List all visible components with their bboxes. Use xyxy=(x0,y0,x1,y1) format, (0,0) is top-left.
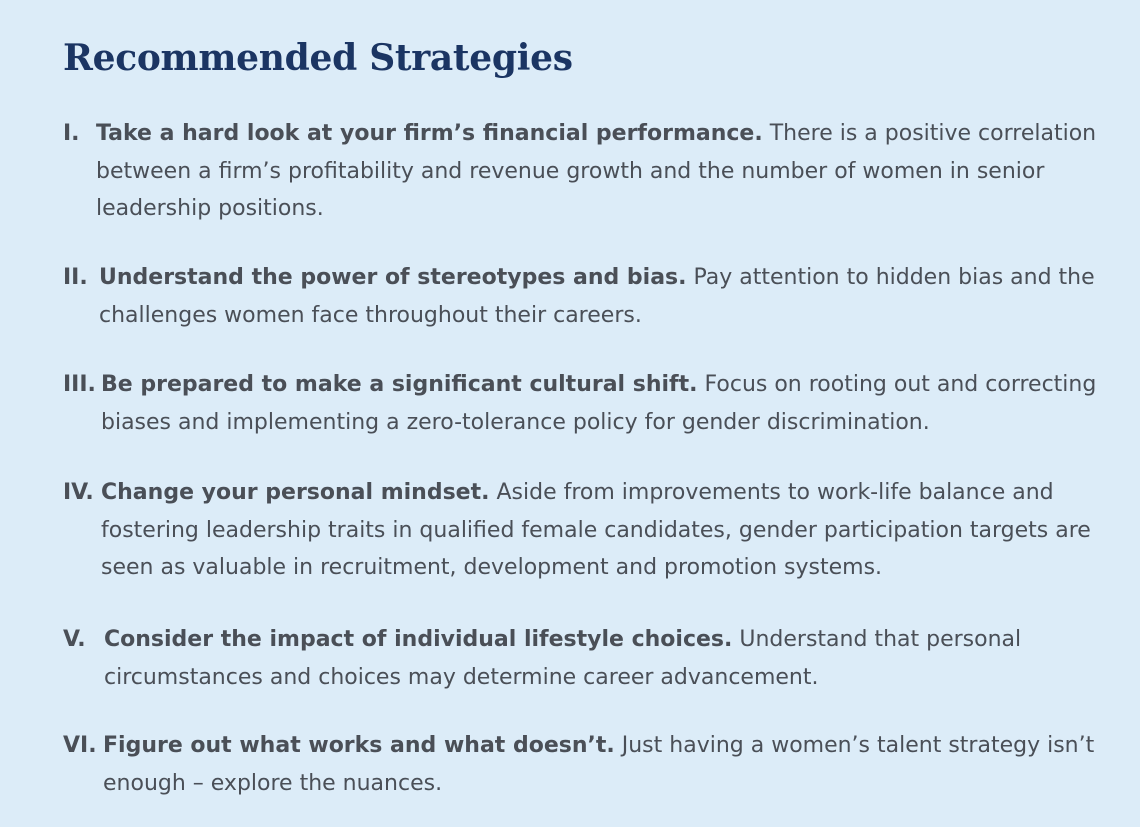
strategy-numeral: IV. xyxy=(63,480,94,505)
strategy-body xyxy=(63,474,1123,587)
strategy-numeral: VI. xyxy=(63,733,97,758)
strategy-numeral: V. xyxy=(63,627,86,652)
strategy-item-5 xyxy=(63,621,1123,696)
strategy-body xyxy=(63,727,1123,802)
strategy-body xyxy=(63,621,1123,696)
strategy-text: Aside from improvements to work-life balance and fostering leadership traits in qualified female candidates, gender participation targets are seen as valuable in recruitment, development and promotion systems. xyxy=(101,480,1091,580)
strategy-body xyxy=(63,366,1123,441)
strategy-body xyxy=(63,115,1123,228)
strategy-text: Just having a women’s talent strategy isn’t enough – explore the nuances. xyxy=(103,733,1095,796)
strategy-text: Focus on rooting out and correcting biases and implementing a zero-tolerance policy for gender discrimination. xyxy=(101,372,1097,435)
strategy-lead: Change your personal mindset. xyxy=(101,480,490,505)
strategy-text: Understand that personal circumstances and choices may determine career advancement. xyxy=(104,627,1022,690)
strategy-lead: Figure out what works and what doesn’t. xyxy=(103,733,615,758)
strategy-numeral: II. xyxy=(63,265,88,290)
strategy-numeral: I. xyxy=(63,121,80,146)
strategy-item-2 xyxy=(63,259,1123,334)
page-title: Recommended Strategies xyxy=(63,37,573,79)
strategy-lead: Consider the impact of individual lifestyle choices. xyxy=(104,627,733,652)
strategy-item-4 xyxy=(63,474,1123,587)
strategy-item-3 xyxy=(63,366,1123,441)
strategy-lead: Be prepared to make a significant cultural shift. xyxy=(101,372,698,397)
strategy-text: There is a positive correlation between a firm’s profitability and revenue growth and the number of women in senior leadership positions. xyxy=(96,121,1097,221)
strategy-body xyxy=(63,259,1123,334)
strategy-item-6 xyxy=(63,727,1123,802)
strategy-lead: Take a hard look at your firm’s financial performance. xyxy=(96,121,763,146)
strategy-item-1 xyxy=(63,115,1123,228)
strategy-text: Pay attention to hidden bias and the challenges women face throughout their careers. xyxy=(99,265,1095,328)
strategy-lead: Understand the power of stereotypes and bias. xyxy=(99,265,687,290)
strategy-numeral: III. xyxy=(63,372,96,397)
